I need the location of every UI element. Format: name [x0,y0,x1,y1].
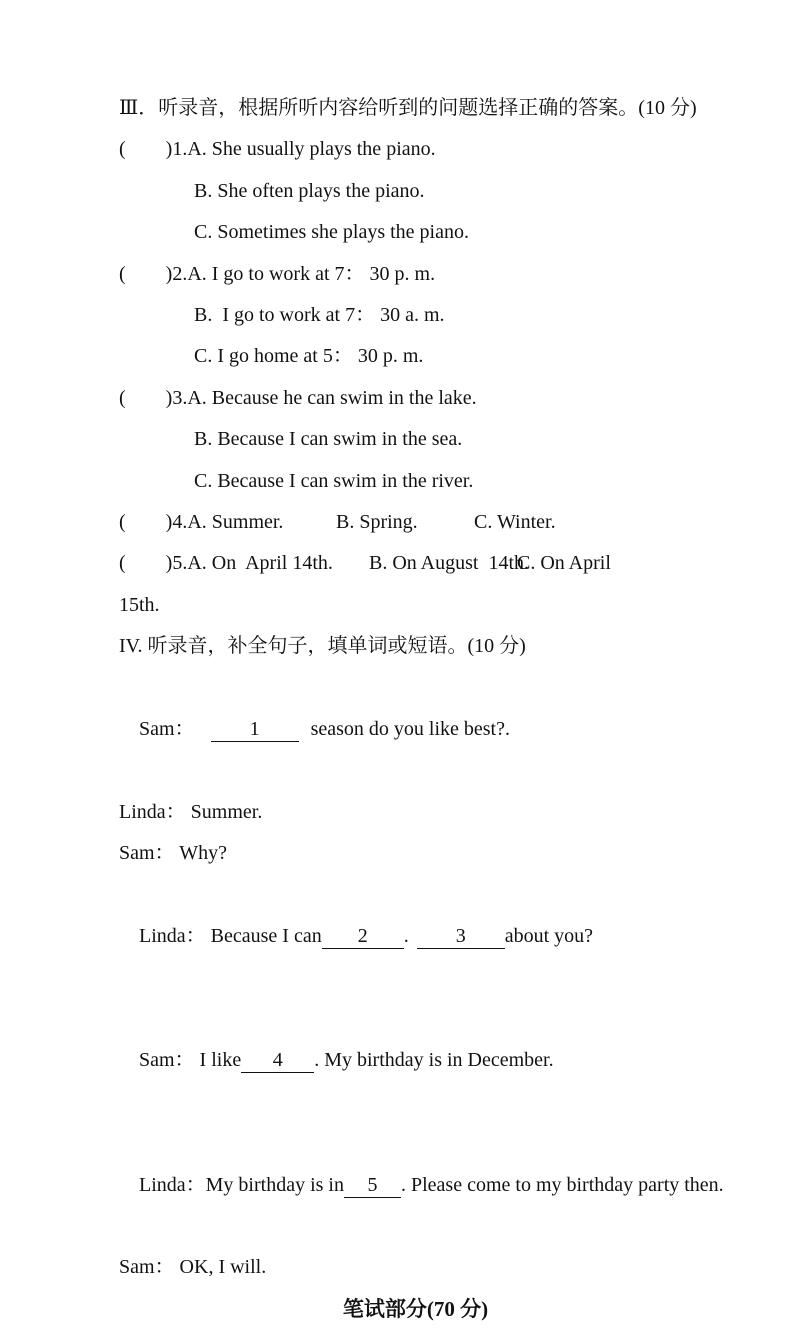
q3-option-b: B. Because I can swim in the sea. [194,428,463,451]
blank-3: 3 [417,924,505,949]
q4-head [119,502,733,543]
q5-option-c: C. On April [517,552,611,575]
q5-option-a: ( )5.A. On April 14th. [119,552,333,575]
q4-option-a: ( )4.A. Summer. [119,511,284,534]
q4-option-c: C. Winter. [474,511,556,534]
q5-continuation: 15th. [119,593,160,616]
dialogue-1-text: season do you like best?. [310,718,510,741]
q5-head [119,543,733,584]
dialogue-line-1 [119,668,733,792]
dialogue-5-text-post: . My birthday is in December. [314,1049,554,1072]
dialogue-4-text-pre: Linda： Because I can [139,925,322,948]
q3-head: ( )3.A. Because he can swim in the lake. [119,386,477,409]
q4-option-b: B. Spring. [336,511,418,534]
q2-option-c: C. I go home at 5： 30 p. m. [194,345,424,368]
dialogue-6-text-pre: Linda：My birthday is in [139,1173,344,1196]
section3-title: Ⅲ．听录音，根据所听内容给听到的问题选择正确的答案。(10 分) [119,97,697,119]
dialogue-line-2: Linda： Summer. [119,800,263,823]
q1-option-b: B. She often plays the piano. [194,179,425,202]
dialogue-line-3: Sam： Why? [119,842,227,865]
dialogue-4-text-post: about you? [504,925,594,948]
q3-option-c: C. Because I can swim in the river. [194,469,474,492]
q1-head: ( )1.A. She usually plays the piano. [119,138,436,161]
dialogue-line-4 [119,875,733,999]
q2-option-b: B. I go to work at 7： 30 a. m. [194,304,445,327]
section4-title: IV. 听录音，补全句子，填单词或短语。(10 分) [119,635,526,658]
blank-5: 5 [344,1173,401,1198]
dialogue-line-7: Sam： OK, I will. [119,1256,267,1279]
dialogue-1-speaker: Sam： [139,718,195,741]
blank-2: 2 [322,924,404,949]
dialogue-5-text-pre: Sam： I like [139,1049,242,1072]
q2-head: ( )2.A. I go to work at 7： 30 p. m. [119,262,436,285]
q5-option-b: B. On August 14th. [369,552,530,575]
blank-1: 1 [211,717,299,742]
dialogue-4-text-mid: . [403,925,409,948]
dialogue-line-5 [119,999,733,1123]
written-section-title: 笔试部分(70 分) [342,1296,489,1321]
dialogue-line-6 [119,1123,733,1247]
dialogue-6-text-post: . Please come to my birthday party then. [400,1173,724,1196]
q1-option-c: C. Sometimes she plays the piano. [194,221,469,244]
blank-4: 4 [241,1048,314,1073]
